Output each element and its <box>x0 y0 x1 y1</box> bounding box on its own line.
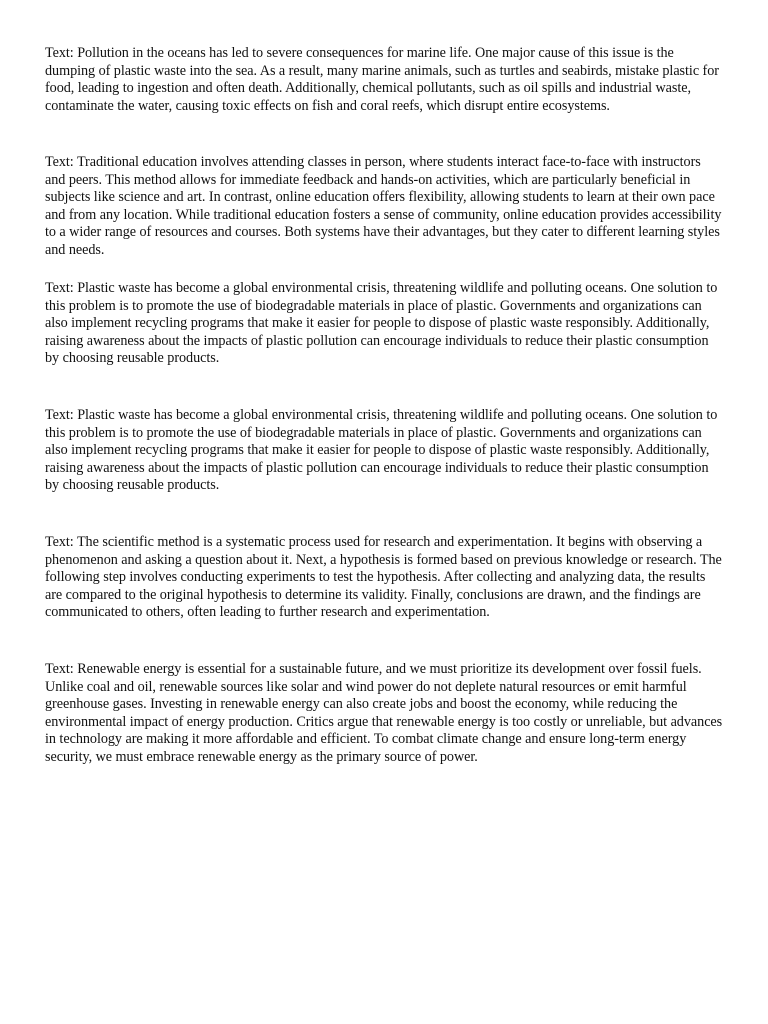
paragraph-renewable-energy: Text: Renewable energy is essential for a sustainable future, and we must prioritize its development over fossil fuels. Unlike coal and oil, renewable sources like solar and wind power do not deplete natural resources or emit harmful greenhouse gases. Investing in renewable energy can also create jobs and boost the economy, while reducing the environmental impact of energy production. Critics argue that renewable energy is too costly or unreliable, but advances in technology are making it more affordable and efficient. To combat climate change and ensure long-term energy security, we must embrace renewable energy as the primary source of power. <box>45 661 723 765</box>
paragraph-plastic-waste-repeat: Text: Plastic waste has become a global environmental crisis, threatening wildlife and polluting oceans. One solution to this problem is to promote the use of biodegradable materials in place of plastic. Governments and organizations can also implement recycling programs that make it easier for people to dispose of plastic waste responsibly. Additionally, raising awareness about the impacts of plastic pollution can encourage individuals to reduce their plastic consumption by choosing reusable products. <box>45 407 718 494</box>
paragraph-ocean-pollution: Text: Pollution in the oceans has led to severe consequences for marine life. One major cause of this issue is the dumping of plastic waste into the sea. As a result, many marine animals, such as turtles and seabirds, mistake plastic for food, leading to ingestion and often death. Additionally, chemical pollutants, such as oil spills and industrial waste, contaminate the water, causing toxic effects on fish and coral reefs, which disrupt entire ecosystems. <box>45 45 719 114</box>
paragraph-plastic-waste: Text: Plastic waste has become a global environmental crisis, threatening wildlife and polluting oceans. One solution to this problem is to promote the use of biodegradable materials in place of plastic. Governments and organizations can also implement recycling programs that make it easier for people to dispose of plastic waste responsibly. Additionally, raising awareness about the impacts of plastic pollution can encourage individuals to reduce their plastic consumption by choosing reusable products. <box>45 280 718 367</box>
paragraph-scientific-method: Text: The scientific method is a systematic process used for research and experimentation. It begins with observing a phenomenon and asking a question about it. Next, a hypothesis is formed based on previous knowledge or research. The following step involves conducting experiments to test the hypothesis. After collecting and analyzing data, the results are compared to the original hypothesis to determine its validity. Finally, conclusions are drawn, and the findings are communicated to others, often leading to further research and experimentation. <box>45 534 722 621</box>
paragraph-education: Text: Traditional education involves attending classes in person, where students interact face-to-face with instructors and peers. This method allows for immediate feedback and hands-on activities, which are particularly beneficial in subjects like science and art. In contrast, online education offers flexibility, allowing students to learn at their own pace and from any location. While traditional education fosters a sense of community, online education provides accessibility to a wider range of resources and courses. Both systems have their advantages, but they cater to different learning styles and needs. <box>45 154 722 258</box>
